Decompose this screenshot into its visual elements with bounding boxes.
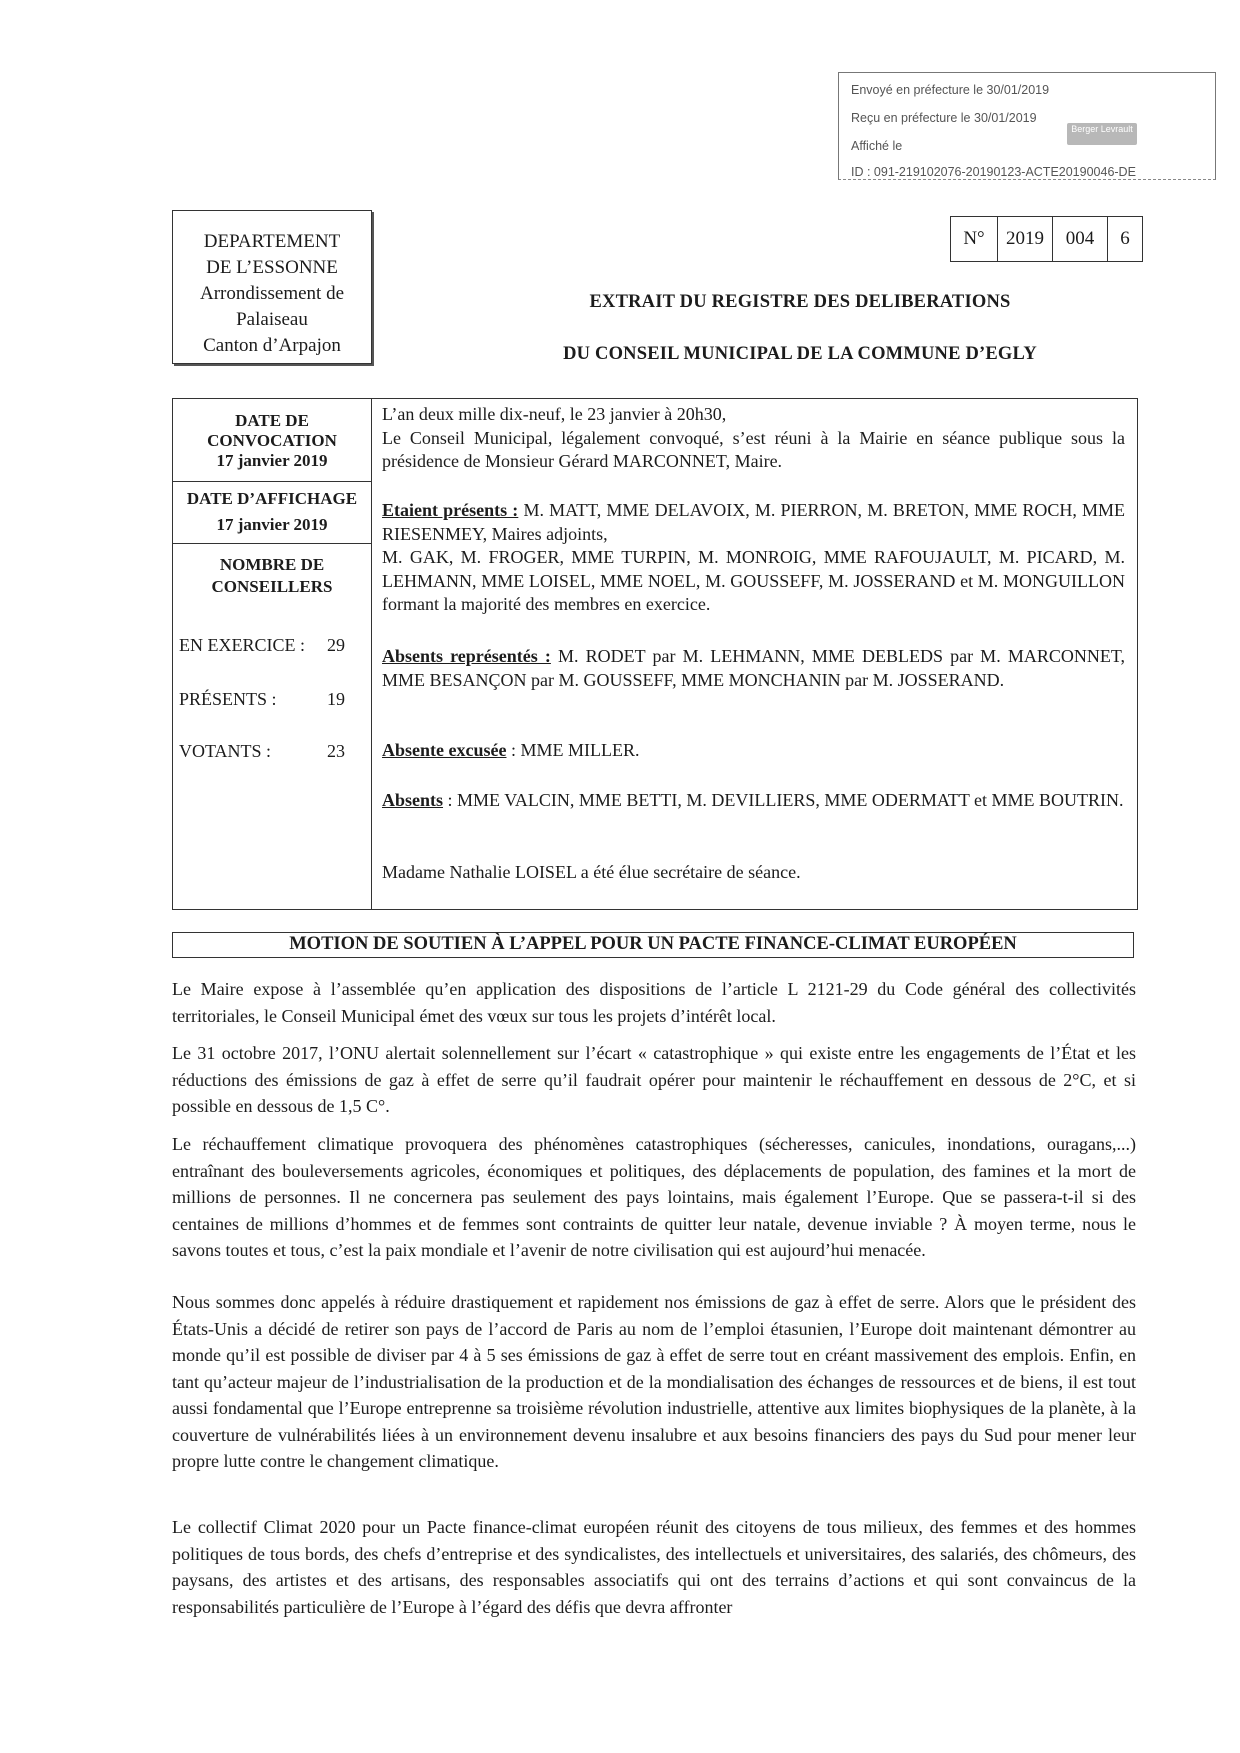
department-box xyxy=(172,210,372,364)
excused-paragraph xyxy=(382,739,1125,763)
number-year: 2019 xyxy=(998,217,1053,262)
exercice-label: EN EXERCICE : xyxy=(179,635,305,655)
motion-paragraph-2: Le 31 octobre 2017, l’ONU alertait solennellement sur l’écart « catastrophique » qui existe entre les engagements de l’État et les réductions des émissions de gaz à effet de serre qu’il faudrait opérer pour maintenir le réchauffement en dessous de 2°C, et si possible en dessous de 1,5 C°. xyxy=(172,1043,1136,1116)
dept-line-4: Palaiseau xyxy=(236,309,308,330)
convocation-label-1: DATE DE xyxy=(235,411,309,430)
affichage-date: 17 janvier 2019 xyxy=(216,515,328,534)
motion-paragraph-3: Le réchauffement climatique provoquera des phénomènes catastrophiques (sécheresses, canicules, inondations, ouragans,...) entraînant des bouleversements agricoles, économiques et politiques, des déplacements de population, des famines et la mort de millions de personnes. Il ne concernera pas seulement des pays lointains, mais également l’Europe. Que se passera-t-il si des centaines de millions d’hommes et de femmes sont contraints de quitter leur natale, devenue inviable ? À moyen terme, nous le savons toutes et tous, c’est la paix mondiale et l’avenir de notre civilisation qui est aujourd’hui menacée. xyxy=(172,1134,1136,1260)
stamp-received: Reçu en préfecture le 30/01/2019 xyxy=(851,111,1037,125)
secretary-line: Madame Nathalie LOISEL a été élue secrétaire de séance. xyxy=(382,862,801,882)
deliberation-number xyxy=(950,216,1143,262)
council-title: DU CONSEIL MUNICIPAL DE LA COMMUNE D’EGLY xyxy=(563,344,1037,364)
presents-value: 19 xyxy=(327,689,345,709)
berger-levrault-logo: Berger Levrault xyxy=(1067,123,1137,145)
presents-list: M. MATT, MME DELAVOIX, M. PIERRON, M. BRETON, MME ROCH, MME RIESENMEY, Maires adjoints, M. GAK, M. FROGER, MME TURPIN, M. MONROIG, MME RAFOUJAULT, M. PICARD, M. LEHMANN, MME LOISEL, MME NOEL, M. GOUSSEFF, M. JOSSERAND et M. MONGUILLON formant la majorité des membres en exercice. xyxy=(382,500,1126,614)
session-intro: L’an deux mille dix-neuf, le 23 janvier à 20h30, Le Conseil Municipal, légalement convoqué, s’est réuni à la Mairie en séance publique sous la présidence de Monsieur Gérard MARCONNET, Maire. xyxy=(382,404,1125,471)
prefecture-stamp xyxy=(838,72,1216,180)
register-title: EXTRAIT DU REGISTRE DES DELIBERATIONS xyxy=(589,292,1011,312)
number-label: N° xyxy=(951,217,998,262)
votants-row xyxy=(179,741,365,762)
presents-paragraph xyxy=(382,499,1125,617)
exercice-value: 29 xyxy=(327,635,345,655)
stamp-id: ID : 091-219102076-20190123-ACTE20190046-DE xyxy=(851,165,1136,179)
presents-row xyxy=(179,689,365,710)
absent-paragraph xyxy=(382,789,1125,813)
represented-paragraph xyxy=(382,645,1125,692)
motion-title: MOTION DE SOUTIEN À L’APPEL POUR UN PACTE FINANCE-CLIMAT EUROPÉEN xyxy=(172,932,1134,958)
motion-paragraph-4: Nous sommes donc appelés à réduire drastiquement et rapidement nos émissions de gaz à effet de serre. Alors que le président des États-Unis a décidé de retirer son pays de l’accord de Paris au nom de l’emploi étasunien, l’Europe doit maintenant démontrer au monde qu’il est possible de diviser par 4 à 5 ses émissions de gaz à effet de serre tout en créant massivement des emplois. Enfin, en tant qu’acteur majeur de l’industrialisation de la production et de la mondialisation des échanges de ressources et de biens, il est tout aussi fondamental que l’Europe entreprenne sa troisième révolution industrielle, attentive aux limites biophysiques de la planète, à la couverture de vulnérabilités liées à un environnement devenu insalubre et aux besoins financiers des pays du Sud pour mener leur propre lutte contre le changement climatique. xyxy=(172,1292,1136,1471)
nombre-label-1: NOMBRE DE xyxy=(219,555,325,574)
presents-label: PRÉSENTS : xyxy=(179,689,277,709)
stamp-sent: Envoyé en préfecture le 30/01/2019 xyxy=(851,83,1050,97)
represented-heading: Absents représentés : xyxy=(382,646,551,666)
session-details xyxy=(372,398,1138,910)
number-suffix: 6 xyxy=(1108,217,1143,262)
divider xyxy=(173,481,371,482)
nombre-label-2: CONSEILLERS xyxy=(211,577,333,596)
excused-heading: Absente excusée xyxy=(382,740,507,760)
motion-paragraph-1: Le Maire expose à l’assemblée qu’en application des dispositions de l’article L 2121-29 du Code général des collectivités territoriales, le Conseil Municipal émet des vœux sur tous les projets d’intérêt local. xyxy=(172,979,1136,1026)
dept-line-3: Arrondissement de xyxy=(199,283,345,304)
session-info-column xyxy=(172,398,372,910)
divider xyxy=(173,543,371,544)
votants-value: 23 xyxy=(327,741,345,761)
motion-paragraph-5: Le collectif Climat 2020 pour un Pacte finance-climat européen réunit des citoyens de tous milieux, des femmes et des hommes politiques de tous bords, des chefs d’entreprise et des syndicalistes, des intellectuels et universitaires, des salariés, des chômeurs, des paysans, des artistes et des artisans, des responsables associatifs qui ont des terrains d’actions et qui sont convaincus de la responsabilités particulière de l’Europe à l’égard des défis que devra affronter xyxy=(172,1517,1136,1617)
stamp-posted: Affiché le xyxy=(851,139,903,153)
represented-list: M. RODET par M. LEHMANN, MME DEBLEDS par M. MARCONNET, MME BESANÇON par M. GOUSSEFF, MME MONCHANIN par M. JOSSERAND. xyxy=(382,646,1125,690)
dept-line-1: DEPARTEMENT xyxy=(203,231,341,252)
convocation-label-2: CONVOCATION xyxy=(207,431,337,450)
absent-heading: Absents xyxy=(382,790,444,810)
dept-line-2: DE L’ESSONNE xyxy=(206,257,338,278)
convocation-date: 17 janvier 2019 xyxy=(216,451,328,470)
exercice-row xyxy=(179,635,365,656)
presents-heading: Etaient présents : xyxy=(382,500,519,520)
number-seq: 004 xyxy=(1053,217,1108,262)
absent-list: : MME VALCIN, MME BETTI, M. DEVILLIERS, MME ODERMATT et MME BOUTRIN. xyxy=(443,790,1124,810)
affichage-label: DATE D’AFFICHAGE xyxy=(186,489,358,508)
votants-label: VOTANTS : xyxy=(179,741,272,761)
excused-list: : MME MILLER. xyxy=(506,740,640,760)
dept-line-5: Canton d’Arpajon xyxy=(203,335,341,356)
